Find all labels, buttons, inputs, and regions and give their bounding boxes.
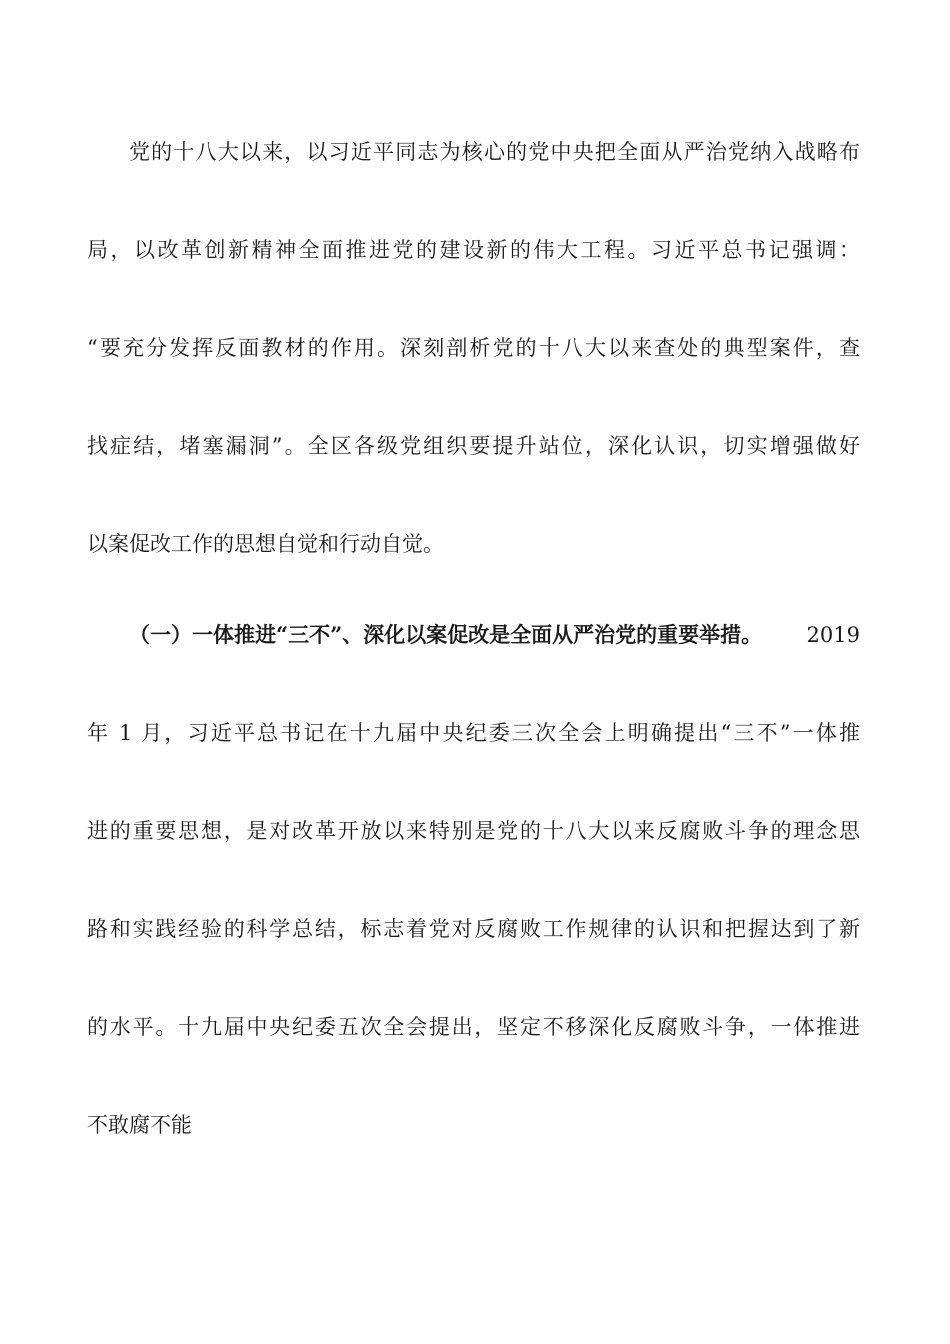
heading-tail-year: 2019 [806, 623, 860, 647]
paragraph-2-line-4: 的水平。十九届中央纪委五次全会提出，坚定不移深化反腐败斗争，一体推进 [87, 1015, 860, 1039]
paragraph-2-heading-line [129, 618, 860, 652]
paragraph-2-line-5: 不敢腐不能 [87, 1113, 192, 1137]
paragraph-1-line-2: 局，以改革创新精神全面推进党的建设新的伟大工程。习近平总书记强调： [87, 238, 860, 262]
paragraph-1-line-3: “要充分发挥反面教材的作用。深刻剖析党的十八大以来查处的典型案件，查 [87, 336, 860, 360]
paragraph-2-line-3: 路和实践经验的科学总结，标志着党对反腐败工作规律的认识和把握达到了新 [87, 917, 860, 941]
paragraph-1-line-1: 党的十八大以来，以习近平同志为核心的党中央把全面从严治党纳入战略布 [129, 140, 860, 164]
paragraph-1-line-4: 找症结，堵塞漏洞”。全区各级党组织要提升站位，深化认识，切实增强做好 [87, 434, 860, 458]
section-heading: （一）一体推进“三不”、深化以案促改是全面从严治党的重要举措。 [129, 622, 763, 647]
paragraph-2-line-1: 年 1 月，习近平总书记在十九届中央纪委三次全会上明确提出“三不”一体推 [87, 721, 860, 745]
paragraph-2-line-2: 进的重要思想，是对改革开放以来特别是党的十八大以来反腐败斗争的理念思 [87, 819, 860, 843]
paragraph-1-line-5: 以案促改工作的思想自觉和行动自觉。 [87, 532, 444, 556]
